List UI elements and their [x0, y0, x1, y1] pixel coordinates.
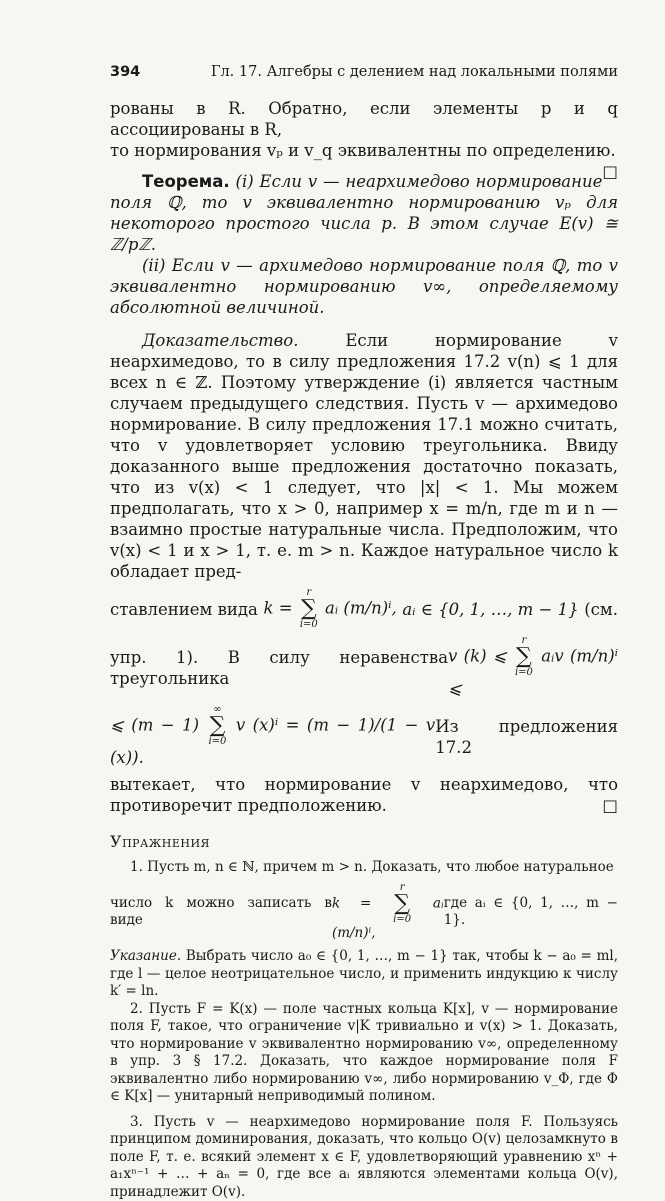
proof-label: Доказательство.	[142, 331, 298, 350]
intro-line-1: рованы в R. Обратно, если элементы p и q ассоциированы в R,	[110, 98, 618, 140]
qed-symbol: □	[602, 161, 618, 182]
intro-paragraph	[110, 98, 618, 161]
theorem-label: Теорема.	[142, 172, 230, 191]
theorem	[110, 171, 618, 318]
exercise-1-formula: число k можно записать в виде k = r ∑ i=0 aᵢ (m/n)ⁱ, где aᵢ ∈ {0, 1, …, m − 1}.	[110, 883, 618, 943]
theorem-part-2: (ii) Если v — архимедово нормирование поля ℚ, то v эквивалентно нормированию v∞, определяемому абсолютной величиной.	[110, 255, 618, 318]
sum-sign: r ∑ i=0	[300, 588, 318, 630]
proof-end: вытекает, что нормирование v неархимедово, что противоречит предположению. □	[110, 774, 618, 816]
proof	[110, 330, 618, 816]
exercise-1-hint: Указание. Выбрать число a₀ ∈ {0, 1, …, m − 1} так, чтобы k − a₀ = ml, где l — целое неотрицательное число, и применить индукцию к числу k′ = ln.	[110, 948, 618, 1001]
sum-sign: r ∑ i=0	[393, 883, 411, 925]
exercise-1: 1. Пусть m, n ∈ ℕ, причем m > n. Доказать, что любое натуральное	[110, 859, 618, 877]
formula-3: ⩽ (m − 1) ∞ ∑ i=0 v (x)ⁱ = (m − 1)/(1 − v (x)). Из предложения 17.2	[110, 705, 618, 768]
sum-sign: ∞ ∑ i=0	[208, 705, 226, 747]
page-number: 394	[110, 64, 140, 80]
exercise-3: 3. Пусть v — неархимедово нормирование поля F. Пользуясь принципом доминирования, доказать, что кольцо O(v) целозамкнуто в поле F, т. е. всякий элемент x ∈ F, удовлетворяющий уравнению xⁿ + a₁xⁿ⁻¹ + … + aₙ = 0, где все aᵢ являются элементами кольца O(v), принадлежит O(v).	[110, 1114, 618, 1201]
theorem-part-1: Теорема. (i) Если v — неархимедово нормирование поля ℚ, то v эквивалентно нормированию vₚ для некоторого простого числа p. В этом случае E(v) ≅ ℤ/pℤ.	[110, 171, 618, 255]
proof-text: Доказательство. Если нормирование v неархимедово, то в силу предложения 17.2 v(n) ⩽ 1 для всех n ∈ ℤ. Поэтому утверждение (i) является частным случаем предыдущего следствия. Пусть v — архимедово нормирование. В силу предложения 17.1 можно считать, что v удовлетворяет условию треугольника. Ввиду доказанного выше предложения достаточно показать, что из v(x) < 1 следует, что |x| < 1. Мы можем предполагать, что x > 0, например x = m/n, где m и n — взаимно простые натуральные числа. Предположим, что v(x) < 1 и x > 1, т. е. m > n. Каждое натуральное число k обладает пред-	[110, 330, 618, 582]
formula-1: ставлением вида k = r ∑ i=0 aᵢ (m/n)ⁱ, aᵢ ∈ {0, 1, …, m − 1} (см.	[110, 588, 618, 630]
sum-sign: r ∑ i=0	[515, 636, 533, 678]
qed-symbol: □	[602, 795, 618, 816]
running-title: Гл. 17. Алгебры с делением над локальными полями	[211, 64, 618, 80]
exercises-title: Упражнения	[110, 832, 618, 851]
running-header	[110, 64, 618, 80]
exercise-2: 2. Пусть F = K(x) — поле частных кольца K[x], v — нормирование поля F, такое, что ограничение v|K тривиально и v(x) > 1. Доказать, что нормирование v эквивалентно нормированию v∞, определенному в упр. 3 § 17.2. Доказать, что каждое нормирование поля F эквивалентно либо нормированию v∞, либо нормированию v_Φ, где Φ ∈ K[x] — унитарный неприводимый полином.	[110, 1001, 618, 1106]
hint-label: Указание.	[110, 948, 181, 964]
exercises	[110, 859, 618, 1201]
intro-line-2: то нормирования vₚ и v_q эквивалентны по определению. □	[110, 140, 618, 161]
page	[110, 64, 618, 1201]
formula-2: упр. 1). В силу неравенства треугольника v (k) ⩽ r ∑ i=0 aᵢv (m/n)ⁱ ⩽	[110, 636, 618, 699]
